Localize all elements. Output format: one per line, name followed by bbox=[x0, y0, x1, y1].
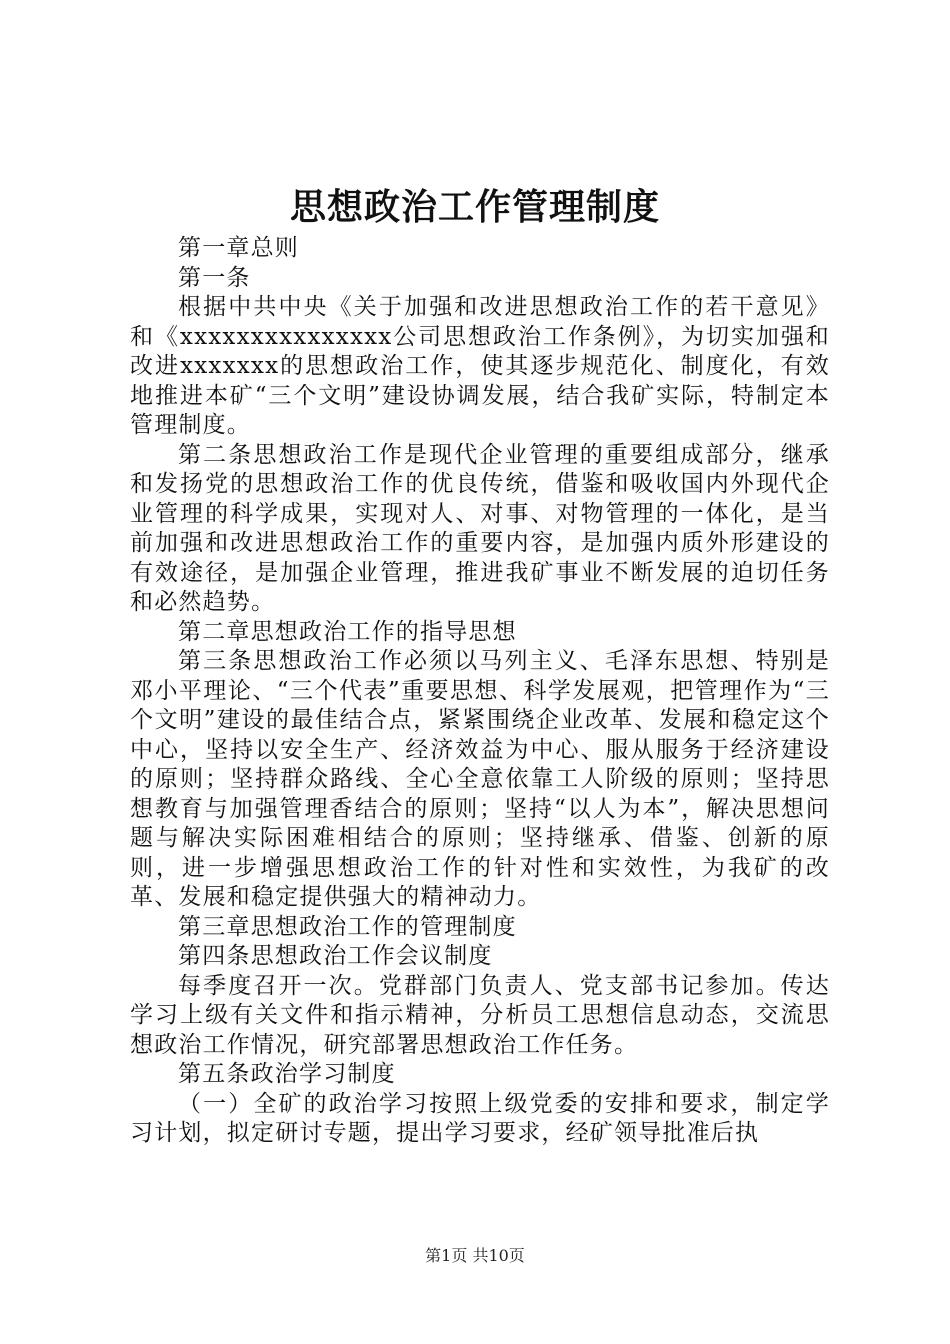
article-heading: 第一条 bbox=[178, 264, 251, 291]
article-heading: 第四条思想政治工作会议制度 bbox=[178, 943, 493, 969]
body-paragraph: （一）全矿的政治学习按照上级党委的安排和要求，制定学习计划，拟定研讨专题，提出学习要求，经矿领导批准后执 bbox=[130, 1090, 830, 1146]
page-number-footer: 第1页 共10页 bbox=[425, 1246, 525, 1265]
article-heading: 第五条政治学习制度 bbox=[178, 1061, 396, 1087]
chapter-heading: 第一章总则 bbox=[178, 235, 299, 261]
document-title: 思想政治工作管理制度 bbox=[289, 186, 660, 228]
body-paragraph: 每季度召开一次。党群部门负责人、党支部书记参加。传达学习上级有关文件和指示精神，分析员工思想信息动态，交流思想政治工作情况，研究部署思想政治工作任务。 bbox=[130, 972, 830, 1058]
body-paragraph: 第二条思想政治工作是现代企业管理的重要组成部分，继承和发扬党的思想政治工作的优良传统，借鉴和吸收国内外现代企业管理的科学成果，实现对人、对事、对物管理的一体化，是当前加强和改进思想政治工作的重要内容，是加强内质外形建设的有效途径，是加强企业管理，推进我矿事业不断发展的迫切任务和必然趋势。 bbox=[130, 441, 830, 615]
chapter-heading: 第三章思想政治工作的管理制度 bbox=[178, 913, 517, 940]
body-paragraph: 第三条思想政治工作必须以马列主义、毛泽东思想、特别是邓小平理论、“三个代表”重要思想、科学发展观，把管理作为“三个文明”建设的最佳结合点，紧紧围绕企业改革、发展和稳定这个中心，坚持以安全生产、经济效益为中心、服从服务于经济建设的原则；坚持群众路线、全心全意依靠工人阶级的原则；坚持思想教育与加强管理香结合的原则；坚持“以人为本”，解决思想问题与解决实际困难相结合的原则；坚持继承、借鉴、创新的原则，进一步增强思想政治工作的针对性和实效性，为我矿的改革、发展和稳定提供强大的精神动力。 bbox=[130, 648, 830, 910]
body-paragraph: 根据中共中央《关于加强和改进思想政治工作的若干意见》和《xxxxxxxxxxxxxxx公司思想政治工作条例》，为切实加强和改进xxxxxxx的思想政治工作，使其逐步规范化、制度化，有效地推进本矿“三个文明”建设协调发展，结合我矿实际，特制定本管理制度。 bbox=[130, 294, 830, 438]
chapter-heading: 第二章思想政治工作的指导思想 bbox=[178, 618, 517, 645]
document-body bbox=[130, 234, 830, 1149]
